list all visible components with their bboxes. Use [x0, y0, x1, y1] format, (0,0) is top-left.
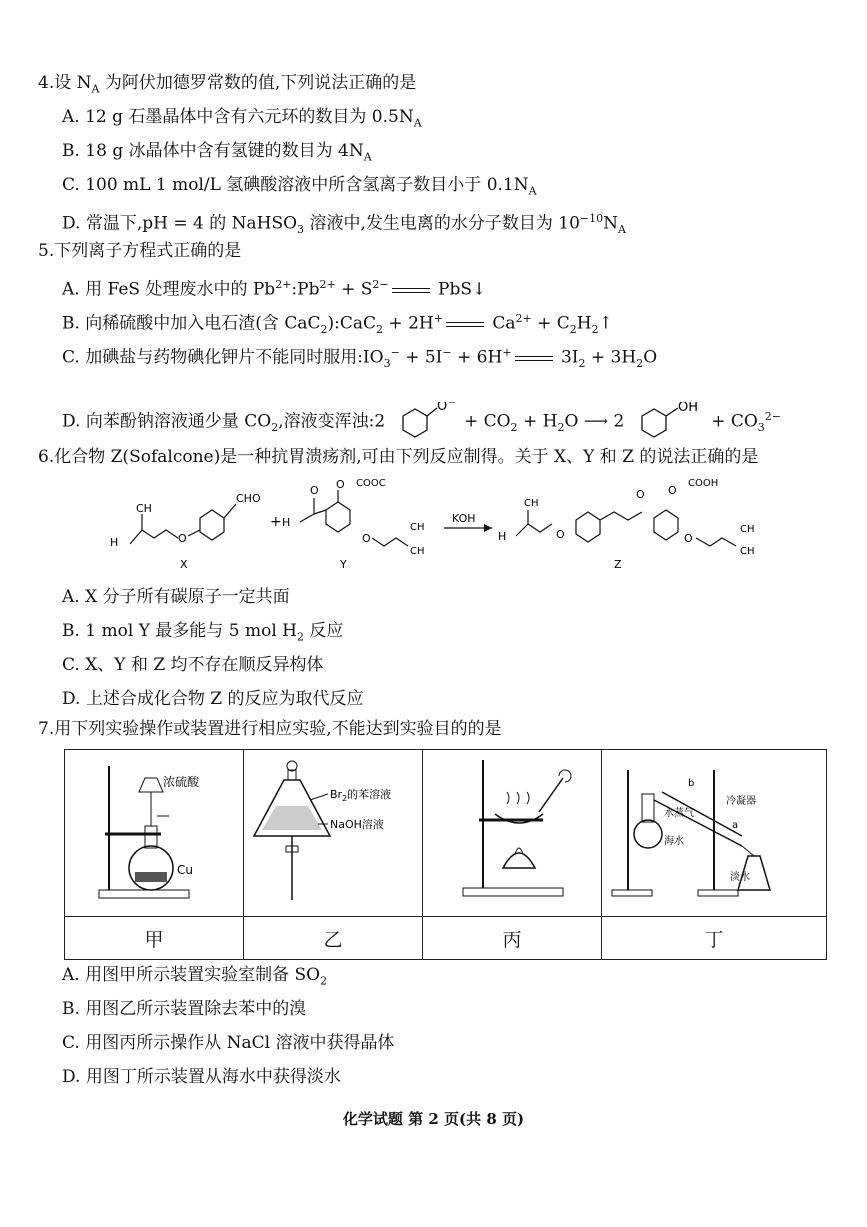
svg-text:O: O	[636, 488, 645, 501]
q5-option-a: A. 用 FeS 处理废水中的 $Pb^{2+}:Pb^{2+} + S^{2-}$ PbS↓	[62, 278, 487, 300]
label-z: Z	[614, 558, 622, 571]
apparatus-jia	[65, 750, 244, 917]
svg-text:Cu: Cu	[177, 863, 193, 877]
svg-text:a: a	[732, 820, 739, 831]
reagent-koh: KOH	[452, 512, 476, 525]
svg-text:Br2的苯溶液: $Br_2$的苯溶液	[330, 788, 392, 803]
q7-stem: 7.用下列实验操作或装置进行相应实验,不能达到实验目的的是	[38, 719, 502, 739]
compound-y-structure	[282, 478, 425, 571]
svg-text:海水: 海水	[664, 836, 684, 847]
q7-option-b: B. 用图乙所示装置除去苯中的溴	[62, 999, 307, 1019]
svg-text:O: O	[336, 478, 345, 491]
q4-option-c: C. 100 mL 1 mol/L 氢碘酸溶液中所含氢离子数目小于 $0.1N_A$	[62, 175, 537, 198]
svg-text:CH: CH	[410, 522, 425, 533]
caption-bing: 丙	[423, 917, 602, 960]
apparatus-ding	[602, 750, 827, 917]
svg-text:OH: OH	[677, 402, 698, 415]
q6-option-b: B. 1 mol Y 最多能与 5 mol $H_2$ 反应	[62, 621, 344, 644]
page-footer: 化学试题 第 2 页(共 8 页)	[342, 1110, 525, 1128]
svg-text:水蒸气: 水蒸气	[664, 808, 694, 819]
q6-option-a: A. X 分子所有碳原子一定共面	[62, 587, 290, 607]
svg-text:CH: CH	[740, 524, 755, 535]
svg-text:CH: CH	[410, 546, 425, 557]
svg-text:H: H	[498, 530, 507, 543]
q4-stem: 4.设 $N_A$ 为阿伏加德罗常数的值,下列说法正确的是	[38, 73, 417, 96]
apparatus-yi	[244, 750, 423, 917]
svg-text:−: −	[447, 402, 456, 408]
compound-z-structure	[498, 478, 755, 571]
q5-option-c: C. 加碘盐与药物碘化钾片不能同时服用$:IO_3^- + 5I^- + 6H^+$ $3I_2 + 3H_2O$	[62, 346, 658, 371]
equals-sign	[446, 322, 484, 327]
svg-text:O: O	[178, 532, 187, 545]
q7-option-d: D. 用图丁所示装置从海水中获得淡水	[62, 1067, 341, 1087]
q6-option-c: C. X、Y 和 Z 均不存在顺反异构体	[62, 655, 324, 675]
svg-text:浓硫酸: 浓硫酸	[163, 775, 200, 789]
svg-text:O: O	[556, 528, 565, 541]
q6-stem: 6.化合物 Z(Sofalcone)是一种抗胃溃疡剂,可由下列反应制得。关于 X、Y 和 Z 的说法正确的是	[38, 447, 759, 467]
q5-option-d: D. 向苯酚钠溶液通少量 $CO_2$,溶液变浑浊:2 O − + $CO_2 + H_2O$ ⟶ 2 OH + $CO_3^{2-}$	[62, 402, 781, 442]
svg-text:O: O	[684, 532, 693, 545]
caption-ding: 丁	[602, 917, 827, 960]
svg-text:+: +	[270, 514, 282, 530]
svg-text:O: O	[668, 484, 677, 497]
svg-text:CH: CH	[524, 498, 539, 509]
q5-stem: 5.下列离子方程式正确的是	[38, 241, 242, 261]
q6-option-d: D. 上述合成化合物 Z 的反应为取代反应	[62, 689, 364, 709]
label-x: X	[180, 558, 188, 571]
equals-sign	[392, 288, 430, 293]
q7-option-a: A. 用图甲所示装置实验室制备 $SO_2$	[62, 965, 328, 988]
phenoxide-structure	[391, 402, 459, 442]
apparatus-table	[64, 749, 827, 960]
svg-text:COOC: COOC	[356, 478, 386, 489]
label-y: Y	[340, 558, 347, 571]
equals-sign	[515, 356, 553, 361]
svg-text:O: O	[362, 532, 371, 545]
svg-text:H: H	[282, 516, 291, 529]
synthesis-scheme	[100, 474, 800, 574]
svg-text:冷凝器: 冷凝器	[726, 796, 756, 807]
q4-option-a: A. 12 g 石墨晶体中含有六元环的数目为 $0.5N_A$	[62, 107, 422, 130]
q7-option-c: C. 用图丙所示操作从 NaCl 溶液中获得晶体	[62, 1033, 395, 1053]
q4-option-d: D. 常温下,pH = 4 的 NaHSO$_3$ 溶液中,发生电离的水分子数目为 $10^{-10}N_A$	[62, 212, 626, 237]
svg-text:CHO: CHO	[236, 492, 261, 505]
apparatus-bing	[423, 750, 602, 917]
svg-text:NaOH溶液: NaOH溶液	[330, 818, 384, 831]
svg-text:CH: CH	[740, 546, 755, 557]
svg-text:O: O	[310, 484, 319, 497]
q4-option-b: B. 18 g 冰晶体中含有氢键的数目为 $4N_A$	[62, 141, 372, 164]
compound-x-structure	[110, 492, 261, 571]
svg-text:CH: CH	[136, 502, 152, 515]
caption-jia: 甲	[65, 917, 244, 960]
q5-option-b: B. 向稀硫酸中加入电石渣(含 CaC$_2$):CaC$_2$ + 2H+ $Ca^{2+}$ + $C_2H_2↑$	[62, 312, 613, 337]
svg-text:b: b	[688, 778, 695, 789]
svg-text:O: O	[436, 402, 447, 414]
svg-text:COOH: COOH	[688, 478, 719, 489]
svg-text:淡水: 淡水	[730, 872, 750, 883]
svg-text:H: H	[110, 536, 119, 549]
caption-yi: 乙	[244, 917, 423, 960]
phenol-structure	[630, 402, 706, 442]
